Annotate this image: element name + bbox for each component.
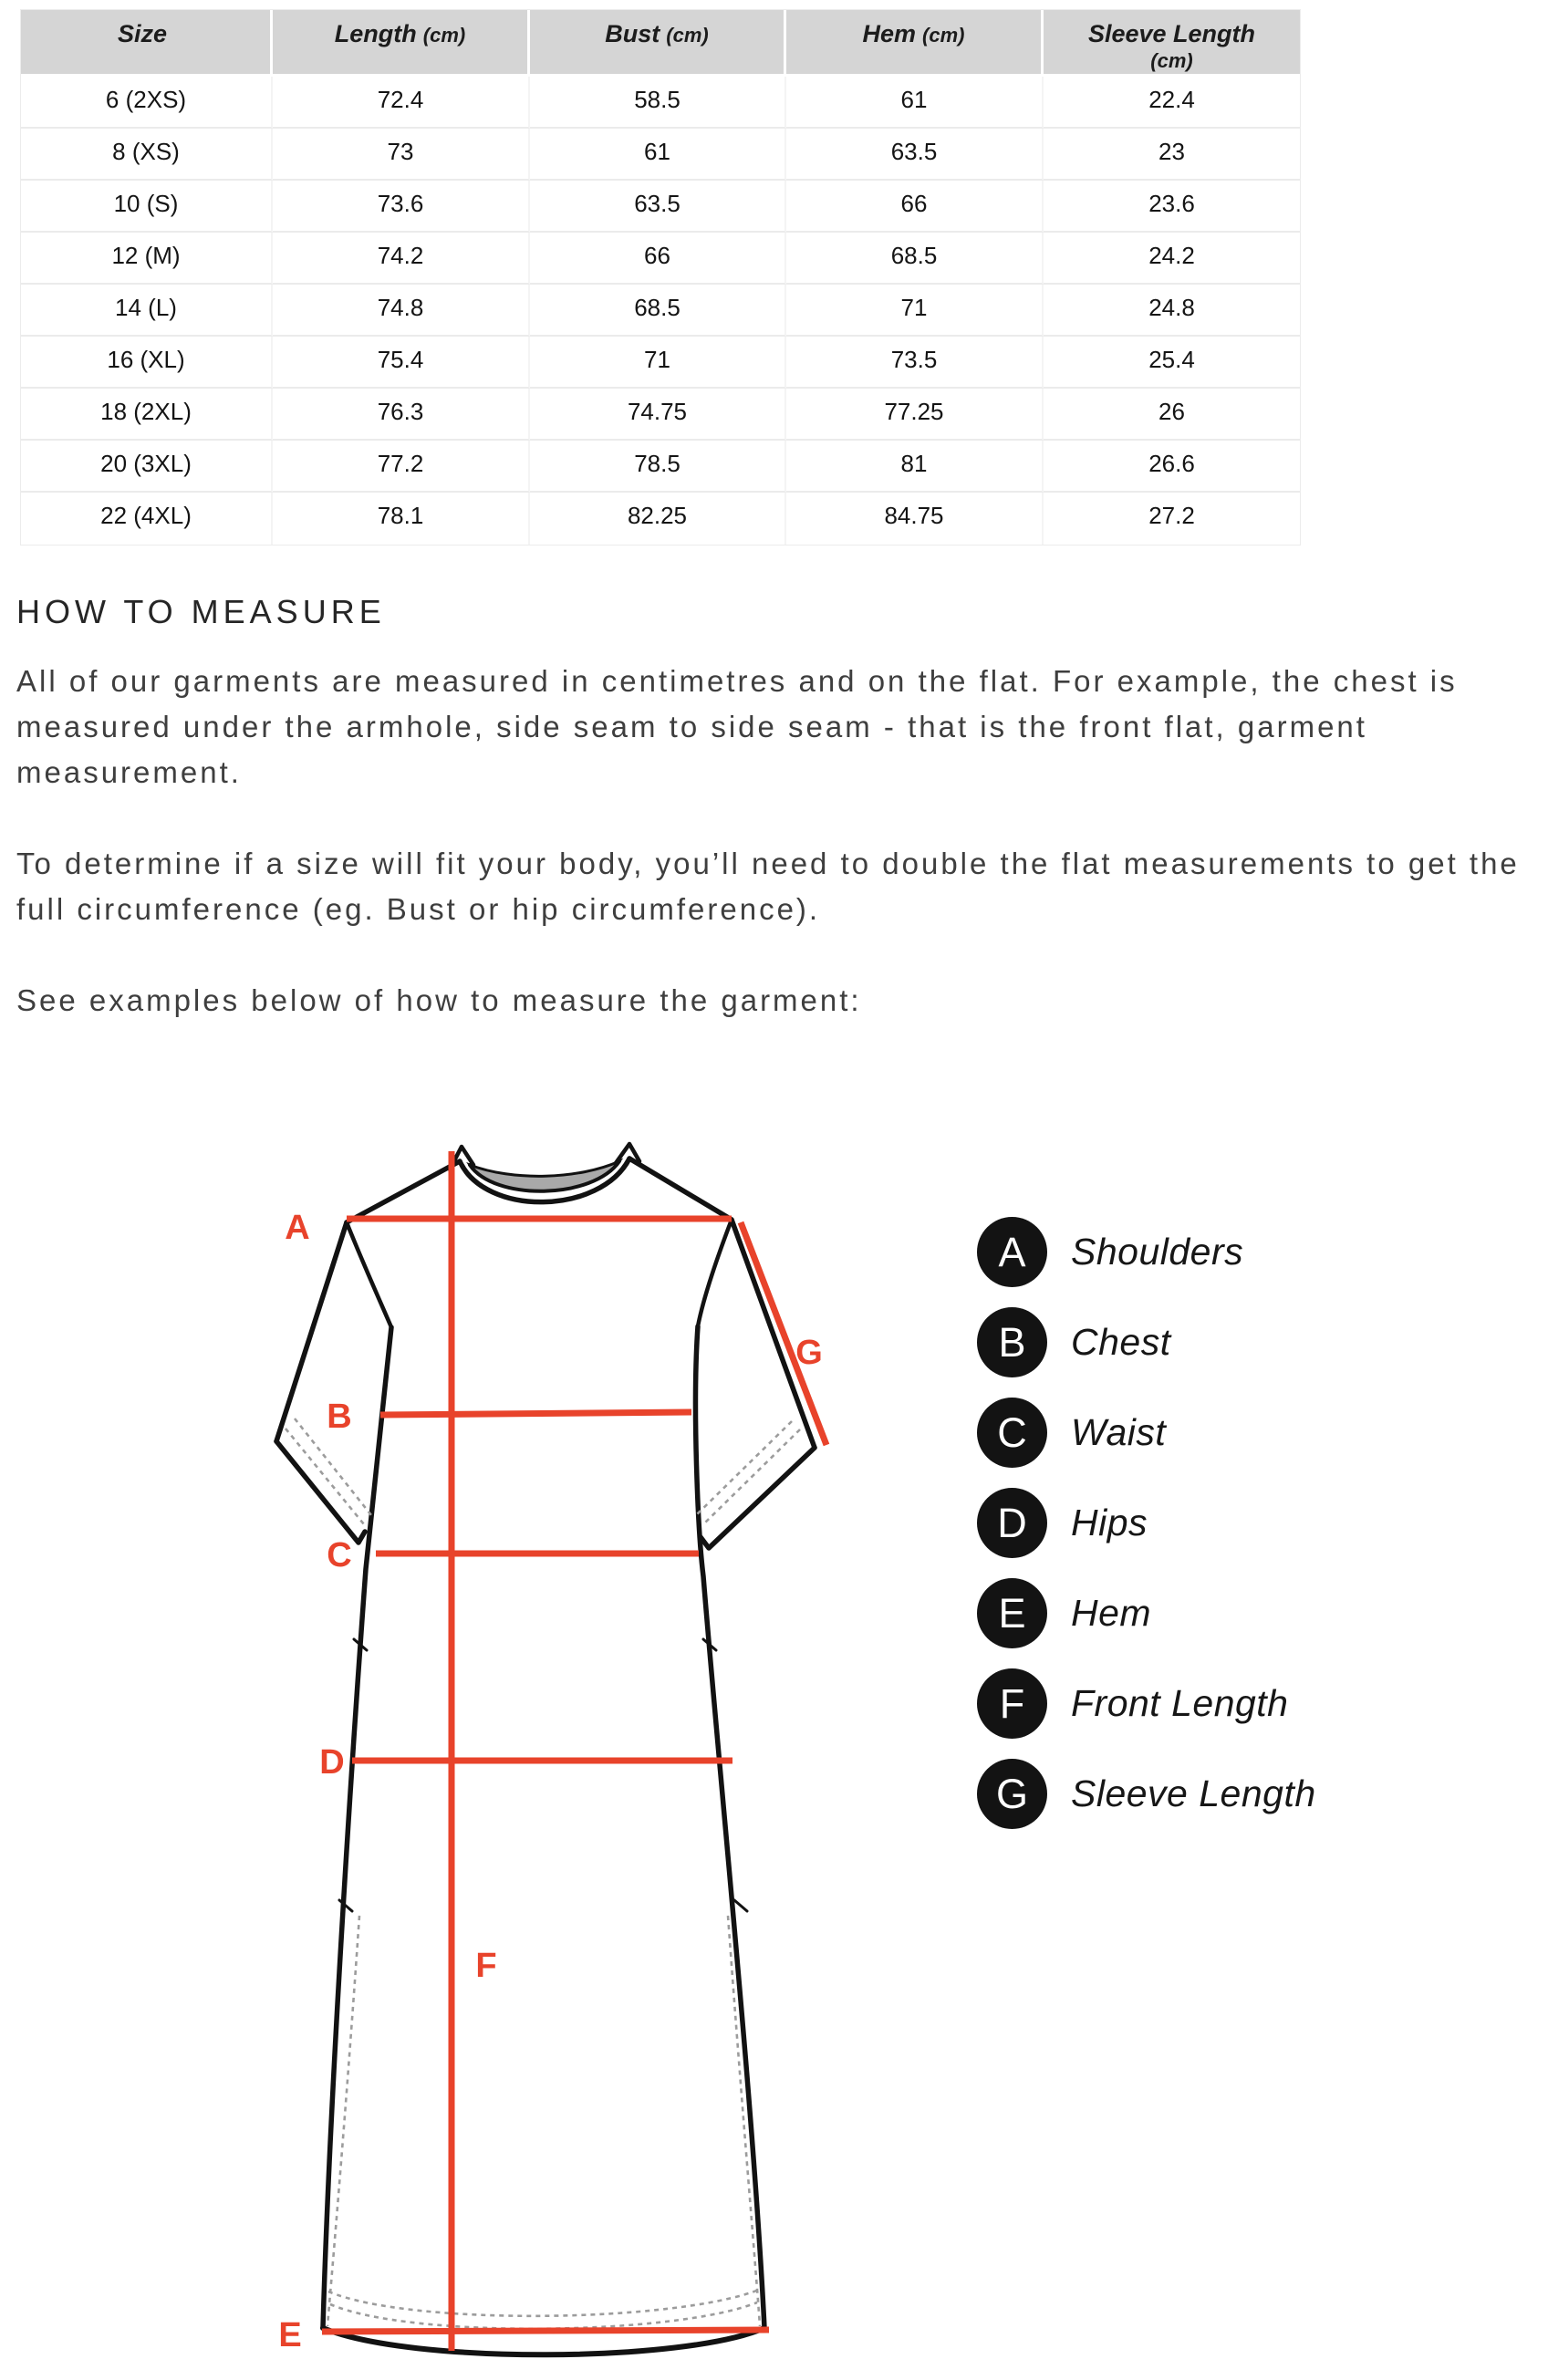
size-cell: 22 (4XL) xyxy=(21,493,273,545)
right-armhole-seam xyxy=(698,1220,732,1326)
measure-paragraph-1: All of our garments are measured in centimetres and on the flat. For example, the chest is measured under the armhole, side seam to side seam - that is the front flat, garment measurement. xyxy=(16,664,1458,789)
header-unit: (cm) xyxy=(422,24,466,47)
header-bust xyxy=(530,10,786,77)
table-row xyxy=(21,285,1300,337)
measure-paragraph-2: To determine if a size will fit your body, you’ll need to double the flat measurements to get the full circumference (eg. Bust or hip circumference). xyxy=(16,847,1520,926)
value-cell: 84.75 xyxy=(786,493,1044,545)
legend-key-badge: C xyxy=(977,1398,1047,1468)
hem-stitch xyxy=(328,2290,759,2316)
measurement-lines xyxy=(322,1151,826,2351)
right-cuff-stitch xyxy=(696,1421,792,1515)
value-cell: 23.6 xyxy=(1044,181,1300,233)
size-cell: 10 (S) xyxy=(21,181,273,233)
size-chart-header xyxy=(21,10,1300,77)
left-shoulder-edge xyxy=(347,1161,460,1222)
measurement-line-E xyxy=(322,2330,769,2332)
value-cell: 22.4 xyxy=(1044,77,1300,129)
legend-item xyxy=(977,1398,1316,1468)
size-cell: 8 (XS) xyxy=(21,129,273,181)
legend-label: Shoulders xyxy=(1071,1231,1244,1273)
left-armhole-seam xyxy=(347,1222,391,1327)
marker-C: C xyxy=(327,1536,352,1575)
right-sleeve-cuff-edge xyxy=(701,1448,815,1548)
right-seam-stitch xyxy=(728,1916,760,2326)
legend-item xyxy=(977,1668,1316,1739)
value-cell: 75.4 xyxy=(273,337,530,389)
value-cell: 61 xyxy=(530,129,786,181)
value-cell: 26 xyxy=(1044,389,1300,441)
legend-label: Waist xyxy=(1071,1411,1167,1453)
value-cell: 66 xyxy=(530,233,786,285)
measurement-legend xyxy=(977,1217,1316,1849)
legend-label: Hips xyxy=(1071,1502,1148,1543)
table-row xyxy=(21,337,1300,389)
value-cell: 26.6 xyxy=(1044,441,1300,493)
header-label: Size xyxy=(117,20,168,47)
value-cell: 73 xyxy=(273,129,530,181)
legend-item xyxy=(977,1307,1316,1377)
table-row xyxy=(21,233,1300,285)
legend-label: Front Length xyxy=(1071,1682,1289,1724)
value-cell: 73.6 xyxy=(273,181,530,233)
table-row xyxy=(21,441,1300,493)
header-unit: (cm) xyxy=(922,24,965,47)
right-side-seam xyxy=(696,1326,764,2328)
size-cell: 14 (L) xyxy=(21,285,273,337)
table-row xyxy=(21,129,1300,181)
how-to-measure-heading: HOW TO MEASURE xyxy=(16,593,386,630)
size-chart-table xyxy=(20,9,1301,546)
value-cell: 78.5 xyxy=(530,441,786,493)
size-cell: 12 (M) xyxy=(21,233,273,285)
value-cell: 24.2 xyxy=(1044,233,1300,285)
left-side-seam xyxy=(323,1327,391,2328)
value-cell: 61 xyxy=(786,77,1044,129)
value-cell: 74.8 xyxy=(273,285,530,337)
header-unit: (cm) xyxy=(1150,49,1193,72)
value-cell: 25.4 xyxy=(1044,337,1300,389)
header-sleeve-length xyxy=(1044,10,1300,77)
legend-key-badge: B xyxy=(977,1307,1047,1377)
header-length xyxy=(273,10,530,77)
legend-item xyxy=(977,1217,1316,1287)
left-cuff-stitch xyxy=(286,1429,364,1524)
value-cell: 63.5 xyxy=(530,181,786,233)
table-row xyxy=(21,389,1300,441)
value-cell: 74.75 xyxy=(530,389,786,441)
marker-G: G xyxy=(795,1334,823,1372)
value-cell: 82.25 xyxy=(530,493,786,545)
marker-E: E xyxy=(278,2316,302,2354)
header-label: Sleeve Length xyxy=(1087,20,1256,47)
legend-item xyxy=(977,1488,1316,1558)
value-cell: 76.3 xyxy=(273,389,530,441)
table-row xyxy=(21,77,1300,129)
header-label: Hem xyxy=(862,20,917,47)
value-cell: 77.2 xyxy=(273,441,530,493)
measure-paragraph-3: See examples below of how to measure the garment: xyxy=(16,983,862,1017)
header-row xyxy=(21,10,1300,77)
value-cell: 71 xyxy=(786,285,1044,337)
measurement-diagram xyxy=(0,1140,1548,2380)
legend-key-badge: E xyxy=(977,1578,1047,1648)
dress-outline xyxy=(276,1144,815,2354)
marker-D: D xyxy=(319,1743,345,1782)
legend-item xyxy=(977,1578,1316,1648)
value-cell: 81 xyxy=(786,441,1044,493)
right-shoulder-edge xyxy=(629,1159,732,1220)
dress-diagram-svg xyxy=(255,1140,867,2380)
value-cell: 74.2 xyxy=(273,233,530,285)
header-hem xyxy=(786,10,1044,77)
value-cell: 68.5 xyxy=(530,285,786,337)
value-cell: 63.5 xyxy=(786,129,1044,181)
value-cell: 23 xyxy=(1044,129,1300,181)
legend-key-badge: D xyxy=(977,1488,1047,1558)
value-cell: 68.5 xyxy=(786,233,1044,285)
table-row xyxy=(21,181,1300,233)
marker-F: F xyxy=(475,1947,497,1985)
legend-key-badge: A xyxy=(977,1217,1047,1287)
size-cell: 6 (2XS) xyxy=(21,77,273,129)
value-cell: 24.8 xyxy=(1044,285,1300,337)
measurement-markers xyxy=(278,1209,822,2354)
header-size xyxy=(21,10,273,77)
legend-label: Sleeve Length xyxy=(1071,1772,1316,1814)
legend-key-badge: F xyxy=(977,1668,1047,1739)
header-label: Bust xyxy=(605,20,660,47)
measurement-line-B xyxy=(380,1412,691,1415)
value-cell: 72.4 xyxy=(273,77,530,129)
value-cell: 27.2 xyxy=(1044,493,1300,545)
value-cell: 71 xyxy=(530,337,786,389)
value-cell: 77.25 xyxy=(786,389,1044,441)
marker-B: B xyxy=(327,1398,352,1436)
header-label: Length xyxy=(334,20,417,47)
value-cell: 73.5 xyxy=(786,337,1044,389)
header-unit: (cm) xyxy=(666,24,709,47)
size-chart-body xyxy=(21,77,1300,545)
size-cell: 20 (3XL) xyxy=(21,441,273,493)
size-cell: 16 (XL) xyxy=(21,337,273,389)
value-cell: 78.1 xyxy=(273,493,530,545)
seam-notch-ticks xyxy=(339,1639,747,1911)
table-row xyxy=(21,493,1300,545)
legend-label: Hem xyxy=(1071,1592,1152,1634)
value-cell: 58.5 xyxy=(530,77,786,129)
marker-A: A xyxy=(285,1209,310,1247)
size-cell: 18 (2XL) xyxy=(21,389,273,441)
value-cell: 66 xyxy=(786,181,1044,233)
legend-item xyxy=(977,1759,1316,1829)
legend-key-badge: G xyxy=(977,1759,1047,1829)
legend-label: Chest xyxy=(1071,1321,1171,1363)
